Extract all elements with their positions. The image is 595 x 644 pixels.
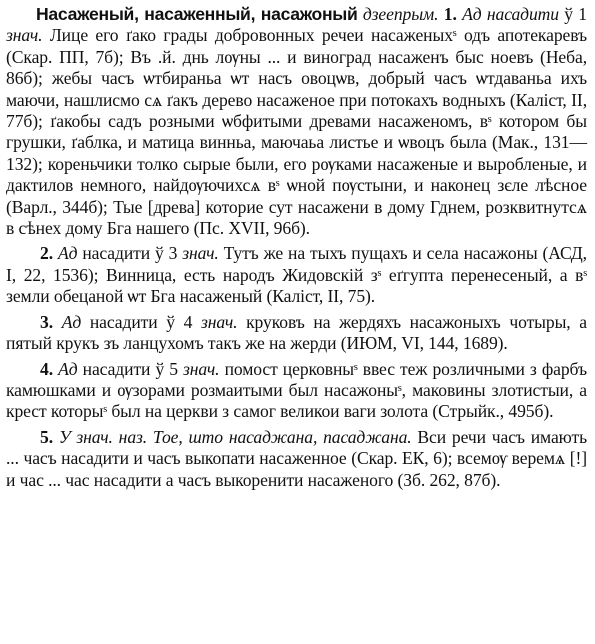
sense-text: помост церковныˢ ввес теж розличными з фарбъ камюшками и ѹзорами розмаитыми был насажоныˢ, маковины злотистыи, а крест которыˢ был на церкви з самог великои ваги золота (Стрыйк., 495б). [6,358,587,422]
sense-4 [6,359,587,423]
sense-ref: Ад [57,243,78,264]
sense-text: Вси речи часъ имають ... часъ насадити и часъ выкопати насаженное (Скар. ЕК, 6); всемѹ веремѧ [!] и час ... час насадити а часъ выкоренити насаженого (Зб. 262, 87б). [6,426,588,490]
sense-ref: У знач. наз. [58,426,148,447]
sense-number: 5. [40,426,53,447]
sense-ref-rest: ў 1 [558,4,587,24]
sense-5 [6,427,587,491]
sense-number: 2. [40,243,53,264]
sense-znach: знач. [200,311,238,332]
sense-ref: Ад [58,358,78,379]
sense-text: Тутъ же на тыхъ пущахъ и села насажоны (АСД, I, 22, 1536); Винница, есть народъ Жидовскій зˢ еґгупта перенесеный, а вˢ земли обецаной ѡт Бга насаженый (Каліст, II, 75). [6,243,587,307]
sense-2 [6,243,587,307]
sense-ref: Ад [61,311,82,332]
sense-3 [6,312,587,355]
part-of-speech: дзеепрым. [362,4,439,24]
sense-znach: знач. [6,25,43,46]
sense-ref: Ад насадити [462,4,559,24]
headword: Насаженый, насаженный, насажоный [36,4,358,24]
sense-text: Лице его ґако грады добровонных речеи насаженыхˢ одъ апотекаревъ (Скар. ПП, 7б); Въ .й. днь лѹны ... и виноград насаженъ быс ноевъ (Неба, 86б); жебы часъ ѡтбираньа ѡт насъ овоцѡв, добрый часъ ѡтдаваньа ихъ маючи, нашлисмо сѧ ґакъ дерево насаженое при потокахъ водныхъ (Каліст, II, 77б); ґакобы садъ розными ѡбфитыми древами насаженомъ, вˢ котором бы грушки, ґаблка, и матица винньа, маючаьа листье и ѡвоцъ была (Мак., 131—132); кореньчики толко сырые были, его рѹками насаженые и выробленые, и дактилов немного, найдѹючихсѧ вˢ ѡной пѹстыни, и наконец зєле лѣсное (Варл., 344б); Тые [древа] которие сут насажени в дому Гднем, розквитнутсѧ в сѣнех дому Бга нашего (Пс. XVII, 96б). [6,25,587,239]
sense-ref-rest: насадити ў 4 [81,311,201,332]
sense-ref-rest: насадити ў 5 [77,358,184,379]
sense-znach: знач. [182,243,219,264]
sense-1 [6,4,587,239]
sense-znach: Тое, што насаджана, пасаджана. [152,426,412,447]
sense-number: 4. [40,358,53,379]
sense-number: 1. [443,4,457,24]
sense-znach: знач. [183,358,220,379]
sense-number: 3. [40,311,53,332]
sense-ref-rest: насадити ў 3 [77,243,183,264]
sense-text: круковъ на жердяхъ насажоныхъ чотыры, а пятый крукъ зъ ланцухомъ такъ же на жерди (ИЮМ, VI, 144, 1689). [6,311,587,354]
